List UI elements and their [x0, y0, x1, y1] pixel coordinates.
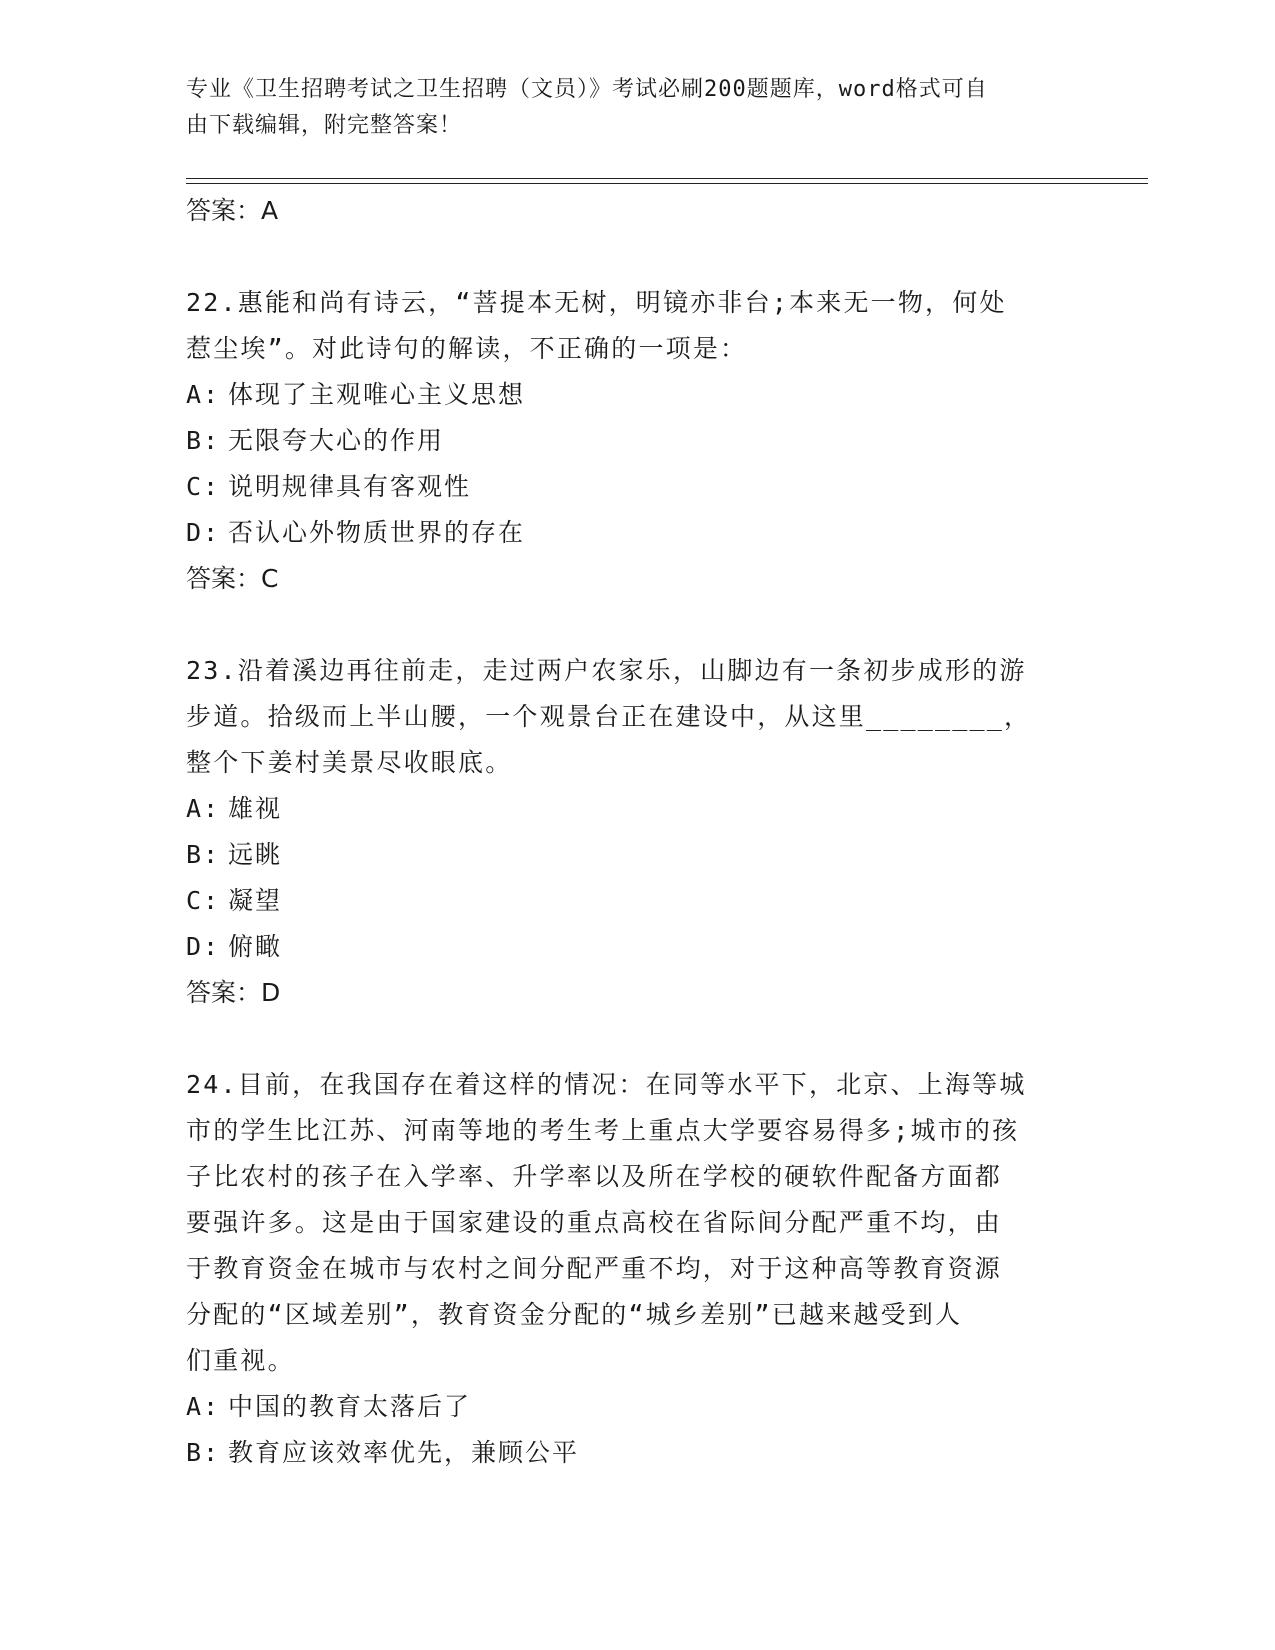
option-text: 否认心外物质世界的存在 [228, 518, 526, 547]
document-header [186, 72, 1066, 144]
option-c [186, 464, 1086, 510]
option-key: A: [186, 794, 221, 823]
question-stem [186, 280, 1086, 372]
stem-line: 分配的“区域差别”，教育资金分配的“城乡差别”已越来越受到人 [186, 1300, 963, 1329]
stem-line: 要强许多。这是由于国家建设的重点高校在省际间分配严重不均，由 [186, 1208, 1003, 1237]
option-text: 中国的教育太落后了 [228, 1392, 472, 1421]
stem-line: 们重视。 [186, 1346, 295, 1375]
question-stem [186, 1062, 1086, 1384]
header-divider-bottom [186, 183, 1148, 184]
option-text: 俯瞰 [228, 932, 283, 961]
option-key: A: [186, 1392, 221, 1421]
option-text: 无限夸大心的作用 [228, 426, 445, 455]
header-divider-top [186, 178, 1148, 179]
option-key: A: [186, 380, 221, 409]
stem-line: 子比农村的孩子在入学率、升学率以及所在学校的硬软件配备方面都 [186, 1162, 1003, 1191]
option-key: B: [186, 426, 221, 455]
option-b [186, 832, 1086, 878]
stem-line: 于教育资金在城市与农村之间分配严重不均，对于这种高等教育资源 [186, 1254, 1003, 1283]
option-d [186, 510, 1086, 556]
question-stem [186, 648, 1086, 786]
question-content [186, 188, 1086, 1476]
answer-line: 答案：C [186, 564, 279, 593]
option-key: C: [186, 472, 221, 501]
option-text: 说明规律具有客观性 [228, 472, 472, 501]
option-text: 远眺 [228, 840, 283, 869]
answer-line: 答案：D [186, 978, 281, 1007]
stem-line: 市的学生比江苏、河南等地的考生考上重点大学要容易得多;城市的孩 [186, 1116, 1020, 1145]
option-key: D: [186, 932, 221, 961]
stem-line: 24.目前，在我国存在着这样的情况：在同等水平下，北京、上海等城 [186, 1070, 1027, 1099]
stem-line: 22.惠能和尚有诗云，“菩提本无树，明镜亦非台;本来无一物，何处 [186, 288, 1007, 317]
question-24 [186, 1062, 1086, 1476]
answer-line: 答案：A [186, 196, 279, 225]
question-gap [186, 602, 1086, 648]
option-text: 体现了主观唯心主义思想 [228, 380, 526, 409]
option-c [186, 878, 1086, 924]
option-key: B: [186, 1438, 221, 1467]
option-text: 雄视 [228, 794, 283, 823]
option-a [186, 786, 1086, 832]
stem-line: 整个下姜村美景尽收眼底。 [186, 748, 513, 777]
question-22 [186, 280, 1086, 602]
question-gap [186, 234, 1086, 280]
option-d [186, 924, 1086, 970]
option-b [186, 1430, 1086, 1476]
option-key: B: [186, 840, 221, 869]
header-line-1: 专业《卫生招聘考试之卫生招聘（文员）》考试必刷200题题库，word格式可自 [186, 77, 988, 102]
option-text: 凝望 [228, 886, 283, 915]
option-text: 教育应该效率优先，兼顾公平 [228, 1438, 580, 1467]
question-23 [186, 648, 1086, 1016]
option-a [186, 372, 1086, 418]
stem-line: 步道。拾级而上半山腰，一个观景台正在建设中，从这里________， [186, 702, 1032, 731]
option-a [186, 1384, 1086, 1430]
option-b [186, 418, 1086, 464]
question-gap [186, 1016, 1086, 1062]
header-line-2: 由下载编辑，附完整答案！ [186, 113, 463, 138]
option-key: D: [186, 518, 221, 547]
option-key: C: [186, 886, 221, 915]
stem-line: 23.沿着溪边再往前走，走过两户农家乐，山脚边有一条初步成形的游 [186, 656, 1027, 685]
stem-line: 惹尘埃”。对此诗句的解读，不正确的一项是： [186, 334, 748, 363]
